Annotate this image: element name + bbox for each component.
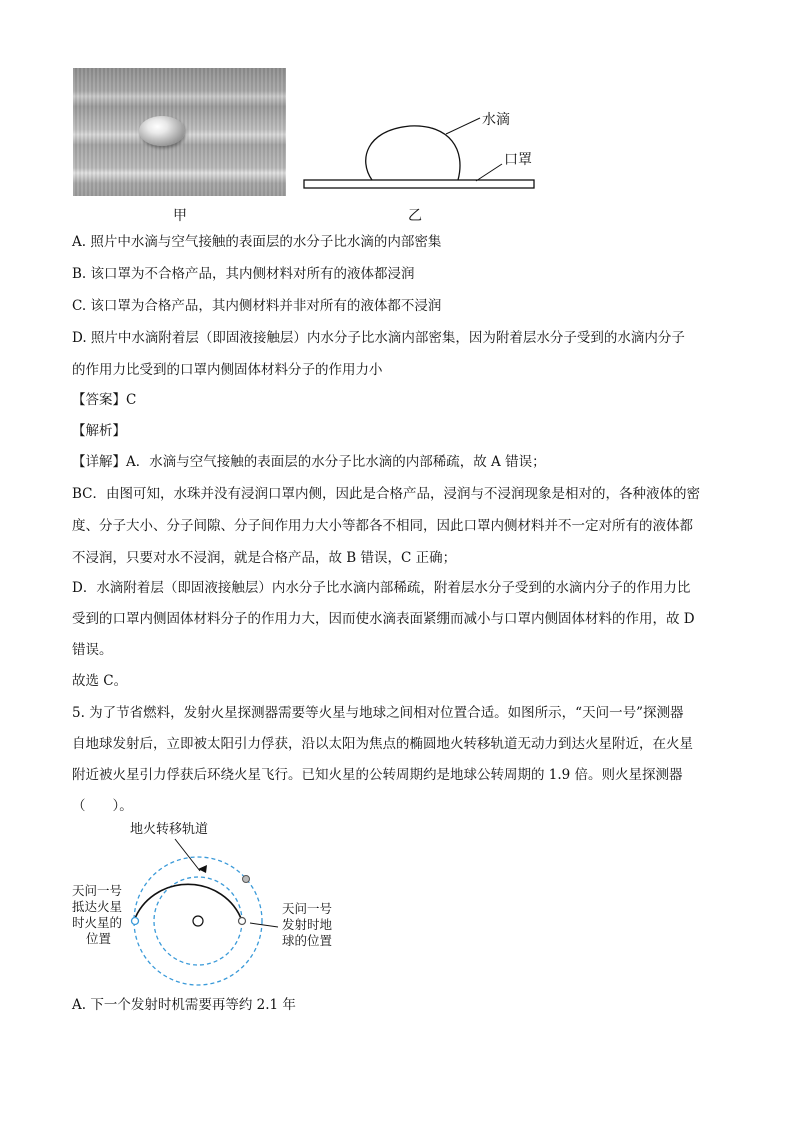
earth-label-line-2: 发射时地 xyxy=(282,917,333,932)
sun xyxy=(193,916,203,926)
transfer-orbit-leader xyxy=(175,839,200,871)
water-drop-leader xyxy=(446,118,480,134)
figure-label-jia: 甲 xyxy=(173,208,187,224)
option-c: C. 该口罩为合格产品，其内侧材料并非对所有的液体都不浸润 xyxy=(72,298,442,314)
question-5-line-3: 附近被火星引力俘获后环绕火星飞行。已知火星的公转周期约是地球公转周期的 1.9 倍。则火星探测器 xyxy=(72,767,683,783)
explanation-line-8: 故选 C。 xyxy=(72,673,128,689)
option-b: B. 该口罩为不合格产品，其内侧材料对所有的液体都浸润 xyxy=(72,266,415,282)
transfer-orbit xyxy=(134,884,242,921)
option-a: A. 照片中水滴与空气接触的表面层的水分子比水滴的内部密集 xyxy=(72,234,442,250)
analysis-heading: 【解析】 xyxy=(72,423,126,439)
mask-surface xyxy=(304,180,534,188)
earth-at-launch xyxy=(239,918,246,925)
orbit-direction-arrow xyxy=(198,865,207,873)
option-d-continued: 的作用力比受到的口罩内侧固体材料分子的作用力小 xyxy=(72,362,383,378)
answer-line: 【答案】C xyxy=(72,392,137,408)
explanation-line-4: 不浸润，只要对水不浸润，就是合格产品，故 B 错误，C 正确； xyxy=(72,550,457,566)
mars-label-line-3: 时火星的 xyxy=(72,915,123,930)
question-5-option-a: A. 下一个发射时机需要再等约 2.1 年 xyxy=(72,997,296,1013)
transfer-orbit-label: 地火转移轨道 xyxy=(130,822,209,837)
explanation-line-5: D．水滴附着层（即固液接触层）内水分子比水滴内部稀疏，附着层水分子受到的水滴内分子的作用力比 xyxy=(72,580,691,596)
option-d: D. 照片中水滴附着层（即固液接触层）内水分子比水滴内部密集，因为附着层水分子受到的水滴内分子 xyxy=(72,330,685,346)
water-drop-image xyxy=(139,116,185,146)
explanation-line-1: 【详解】A．水滴与空气接触的表面层的水分子比水滴的内部稀疏，故 A 错误； xyxy=(72,454,546,470)
figure-label-yi: 乙 xyxy=(408,208,422,224)
drop-outline xyxy=(366,126,460,180)
mask-label: 口罩 xyxy=(504,152,532,168)
explanation-line-2: BC．由图可知，水珠并没有浸润口罩内侧，因此是合格产品，浸润与不浸润现象是相对的，各种液体的密 xyxy=(72,486,700,502)
earth-label-line-3: 球的位置 xyxy=(282,933,333,948)
orbit-diagram xyxy=(60,815,360,995)
mars-at-launch xyxy=(243,876,250,883)
earth-leader xyxy=(250,923,278,927)
water-drop-photo xyxy=(73,68,286,196)
mars-label-line-4: 位置 xyxy=(86,931,112,946)
water-drop-label: 水滴 xyxy=(482,112,510,128)
explanation-line-3: 度、分子大小、分子间隙、分子间作用力大小等都各不相同，因此口罩内侧材料并不一定对所有的液体都 xyxy=(72,518,693,534)
mars-label-line-2: 抵达火星 xyxy=(72,899,123,914)
question-5-line-2: 自地球发射后，立即被太阳引力俘获，沿以太阳为焦点的椭圆地火转移轨道无动力到达火星附近，在火星 xyxy=(72,736,693,752)
question-5-line-1: 5. 为了节省燃料，发射火星探测器需要等火星与地球之间相对位置合适。如图所示，“天问一号”探测器 xyxy=(72,705,684,721)
question-5-line-4: （ ）。 xyxy=(72,798,133,814)
earth-label-line-1: 天问一号 xyxy=(282,901,333,916)
mars-at-arrival xyxy=(132,918,139,925)
explanation-line-6: 受到的口罩内侧固体材料分子的作用力大，因而使水滴表面紧绷而减小与口罩内侧固体材料的作用，故 D xyxy=(72,611,695,627)
explanation-line-7: 错误。 xyxy=(72,642,113,658)
mask-leader xyxy=(476,164,502,181)
water-drop-diagram xyxy=(300,100,540,200)
mars-label-line-1: 天问一号 xyxy=(72,883,123,898)
